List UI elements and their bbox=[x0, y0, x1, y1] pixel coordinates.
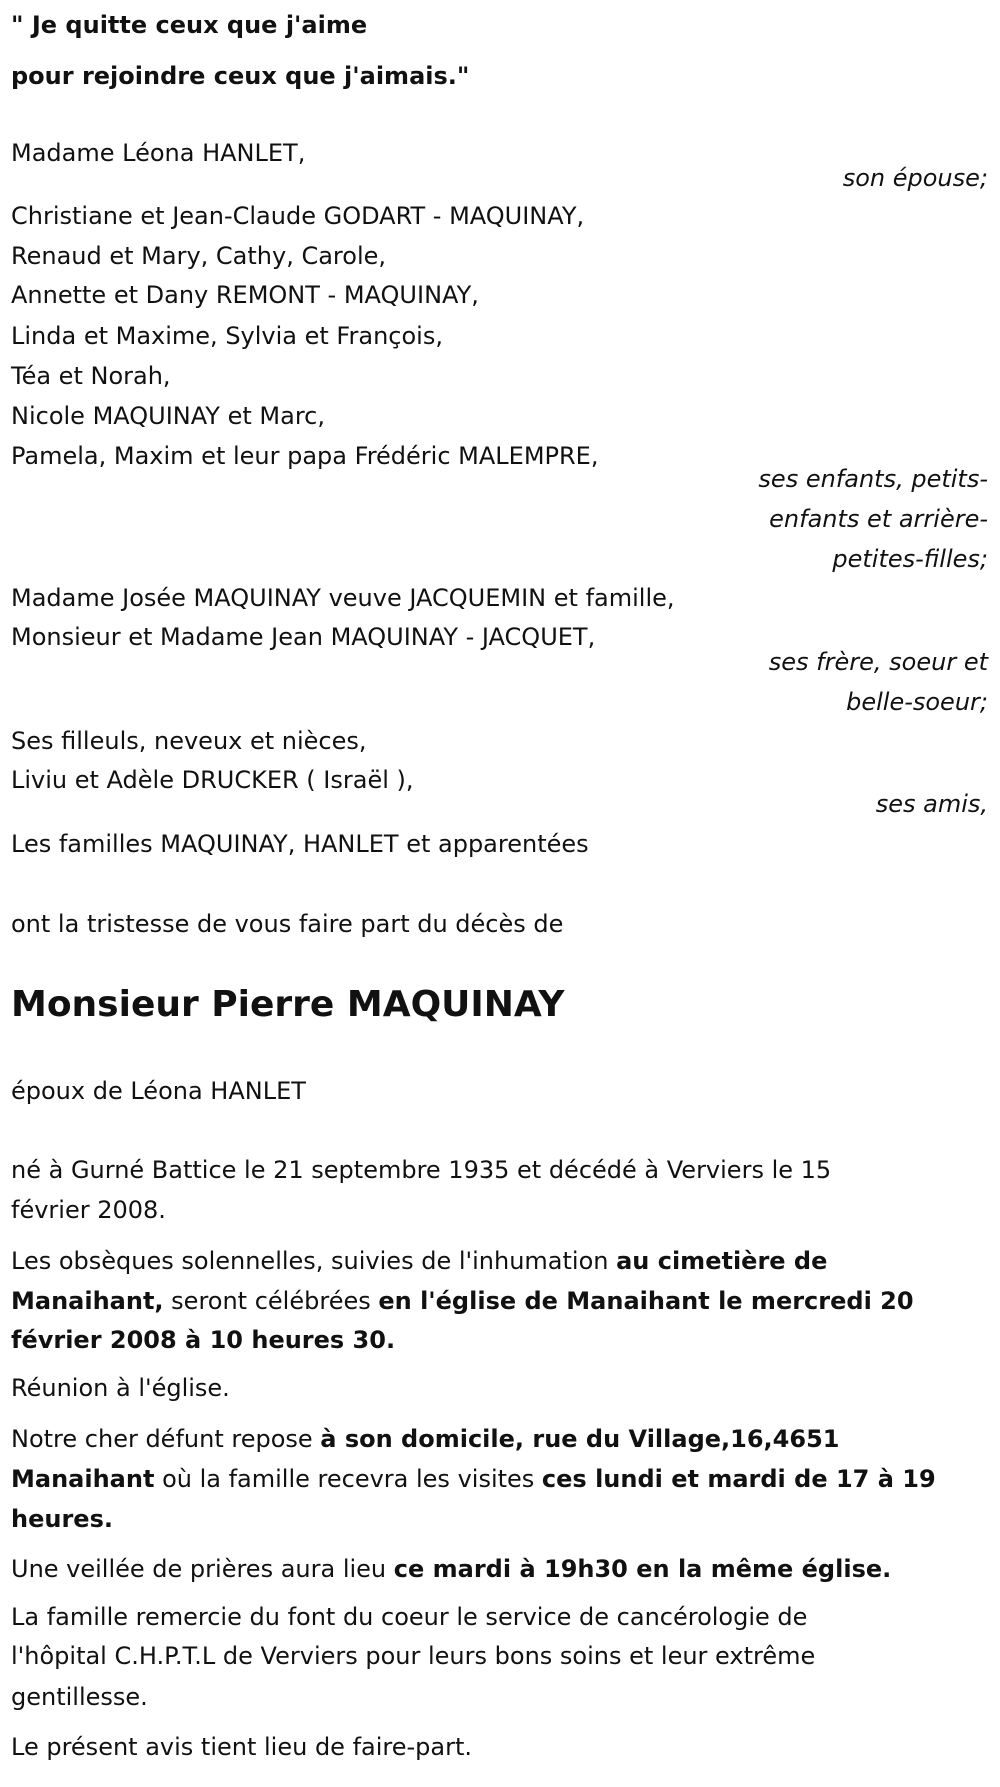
family-line: Nicole MAQUINAY et Marc, bbox=[11, 402, 325, 430]
funeral-info bbox=[11, 1281, 914, 1321]
rest-info bbox=[11, 1419, 839, 1459]
funeral-info: février 2008 à 10 heures 30. bbox=[11, 1326, 396, 1354]
thanks-line: l'hôpital C.H.P.T.L de Verviers pour leurs bons soins et leur extrême bbox=[11, 1642, 816, 1670]
family-line: Annette et Dany REMONT - MAQUINAY, bbox=[11, 281, 479, 309]
family-role: ses enfants, petits- bbox=[758, 465, 988, 493]
text: Manaihant, bbox=[11, 1287, 164, 1315]
family-line: Christiane et Jean-Claude GODART - MAQUINAY, bbox=[11, 202, 585, 230]
quote-line: " Je quitte ceux que j'aime bbox=[11, 11, 368, 39]
family-line: Liviu et Adèle DRUCKER ( Israël ), bbox=[11, 766, 414, 794]
text: où la famille recevra les visites bbox=[154, 1465, 542, 1493]
closing-line: Le présent avis tient lieu de faire-part. bbox=[11, 1733, 473, 1761]
text: en l'église de Manaihant le mercredi 20 bbox=[378, 1287, 914, 1315]
birth-death: février 2008. bbox=[11, 1196, 166, 1224]
vigil-info bbox=[11, 1549, 891, 1589]
family-line: Madame Léona HANLET, bbox=[11, 139, 306, 167]
family-role: ses amis, bbox=[875, 790, 988, 818]
family-line: Téa et Norah, bbox=[11, 362, 171, 390]
funeral-info bbox=[11, 1241, 827, 1281]
rest-info bbox=[11, 1459, 936, 1499]
family-line: Pamela, Maxim et leur papa Frédéric MALEMPRE, bbox=[11, 442, 599, 470]
family-line: Linda et Maxime, Sylvia et François, bbox=[11, 322, 443, 350]
text: à son domicile, rue du Village,16,4651 bbox=[320, 1425, 840, 1453]
family-role: ses frère, soeur et bbox=[768, 648, 988, 676]
text: Une veillée de prières aura lieu bbox=[11, 1555, 394, 1583]
family-role: enfants et arrière- bbox=[769, 505, 988, 533]
text: ce mardi à 19h30 en la même église. bbox=[393, 1555, 892, 1583]
quote-line: pour rejoindre ceux que j'aimais." bbox=[11, 62, 470, 90]
meeting-info: Réunion à l'église. bbox=[11, 1374, 230, 1402]
text: Les obsèques solennelles, suivies de l'inhumation bbox=[11, 1247, 617, 1275]
text: Notre cher défunt repose bbox=[11, 1425, 321, 1453]
birth-death: né à Gurné Battice le 21 septembre 1935 et décédé à Verviers le 15 bbox=[11, 1156, 832, 1184]
thanks-line: La famille remercie du font du coeur le service de cancérologie de bbox=[11, 1603, 808, 1631]
family-role: petites-filles; bbox=[832, 545, 988, 573]
spouse-line: époux de Léona HANLET bbox=[11, 1077, 306, 1105]
text: Manaihant bbox=[11, 1465, 155, 1493]
family-line: Monsieur et Madame Jean MAQUINAY - JACQUET, bbox=[11, 623, 596, 651]
family-line: Les familles MAQUINAY, HANLET et apparentées bbox=[11, 830, 589, 858]
deceased-name: Monsieur Pierre MAQUINAY bbox=[11, 984, 565, 1025]
family-line: Renaud et Mary, Cathy, Carole, bbox=[11, 242, 386, 270]
text: seront célébrées bbox=[163, 1287, 379, 1315]
thanks-line: gentillesse. bbox=[11, 1683, 148, 1711]
family-role: belle-soeur; bbox=[846, 688, 988, 716]
announcement: ont la tristesse de vous faire part du décès de bbox=[11, 910, 564, 938]
rest-info: heures. bbox=[11, 1505, 113, 1533]
family-line: Madame Josée MAQUINAY veuve JACQUEMIN et famille, bbox=[11, 584, 675, 612]
text: ces lundi et mardi de 17 à 19 bbox=[541, 1465, 936, 1493]
family-role: son épouse; bbox=[842, 164, 988, 192]
family-line: Ses filleuls, neveux et nièces, bbox=[11, 727, 367, 755]
text: au cimetière de bbox=[616, 1247, 828, 1275]
